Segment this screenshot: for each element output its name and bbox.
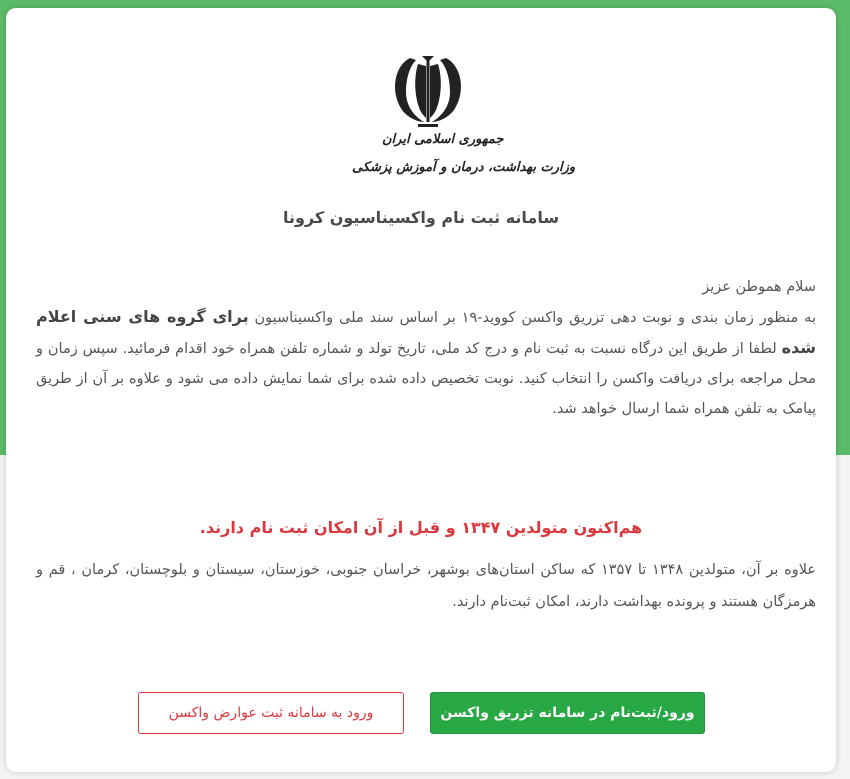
intro-text-part1: به منظور زمان بندی و نوبت دهی تزریق واکسن کووید-۱۹ بر اساس سند ملی واکسیناسیون	[248, 310, 816, 326]
eligibility-notice: هم‌اکنون متولدین ۱۳۴۷ و قبل از آن امکان ثبت نام دارند.	[199, 518, 643, 537]
intro-text-part2: لطفا از طریق این درگاه نسبت به ثبت نام و درج کد ملی، تاریخ تولد و شماره تلفن همراه خود اقدام فرمائید. سپس زمان و محل مراجعه برای دریافت واکسن را انتخاب کنید. نوبت تخصیص داده شده برای شما نمایش داده می شود و علاوه بر آن از طریق پیامک به تلفن همراه شما ارسال خواهد شد.	[36, 341, 816, 417]
eligibility-details: علاوه بر آن، متولدین ۱۳۴۸ تا ۱۳۵۷ که ساکن استان‌های بوشهر، خراسان جنوبی، خوزستان، سیستان و بلوچستان، کرمان ، قم و هرمزگان هستند و پرونده بهداشت دارند، امکان ثبت‌نام دارند.	[36, 562, 817, 610]
iran-emblem-icon	[388, 54, 468, 130]
greeting: سلام هموطن عزیز	[702, 279, 816, 295]
page-title: سامانه ثبت نام واکسیناسیون کرونا	[282, 208, 560, 227]
side-effects-registration-button[interactable]: ورود به سامانه ثبت عوارض واکسن	[138, 692, 404, 734]
intro-text	[36, 272, 816, 424]
intro-paragraph	[36, 302, 816, 424]
main-card	[6, 8, 836, 772]
intro-text-bold: برای گروه های سنی اعلام شده	[36, 307, 816, 357]
emblem-line-republic: جمهوری اسلامی ایران	[382, 132, 504, 147]
emblem-line-ministry: وزارت بهداشت، درمان و آموزش پزشکی	[352, 160, 576, 175]
vaccine-registration-button[interactable]: ورود/ثبت‌نام در سامانه تزریق واکسن	[430, 692, 705, 734]
